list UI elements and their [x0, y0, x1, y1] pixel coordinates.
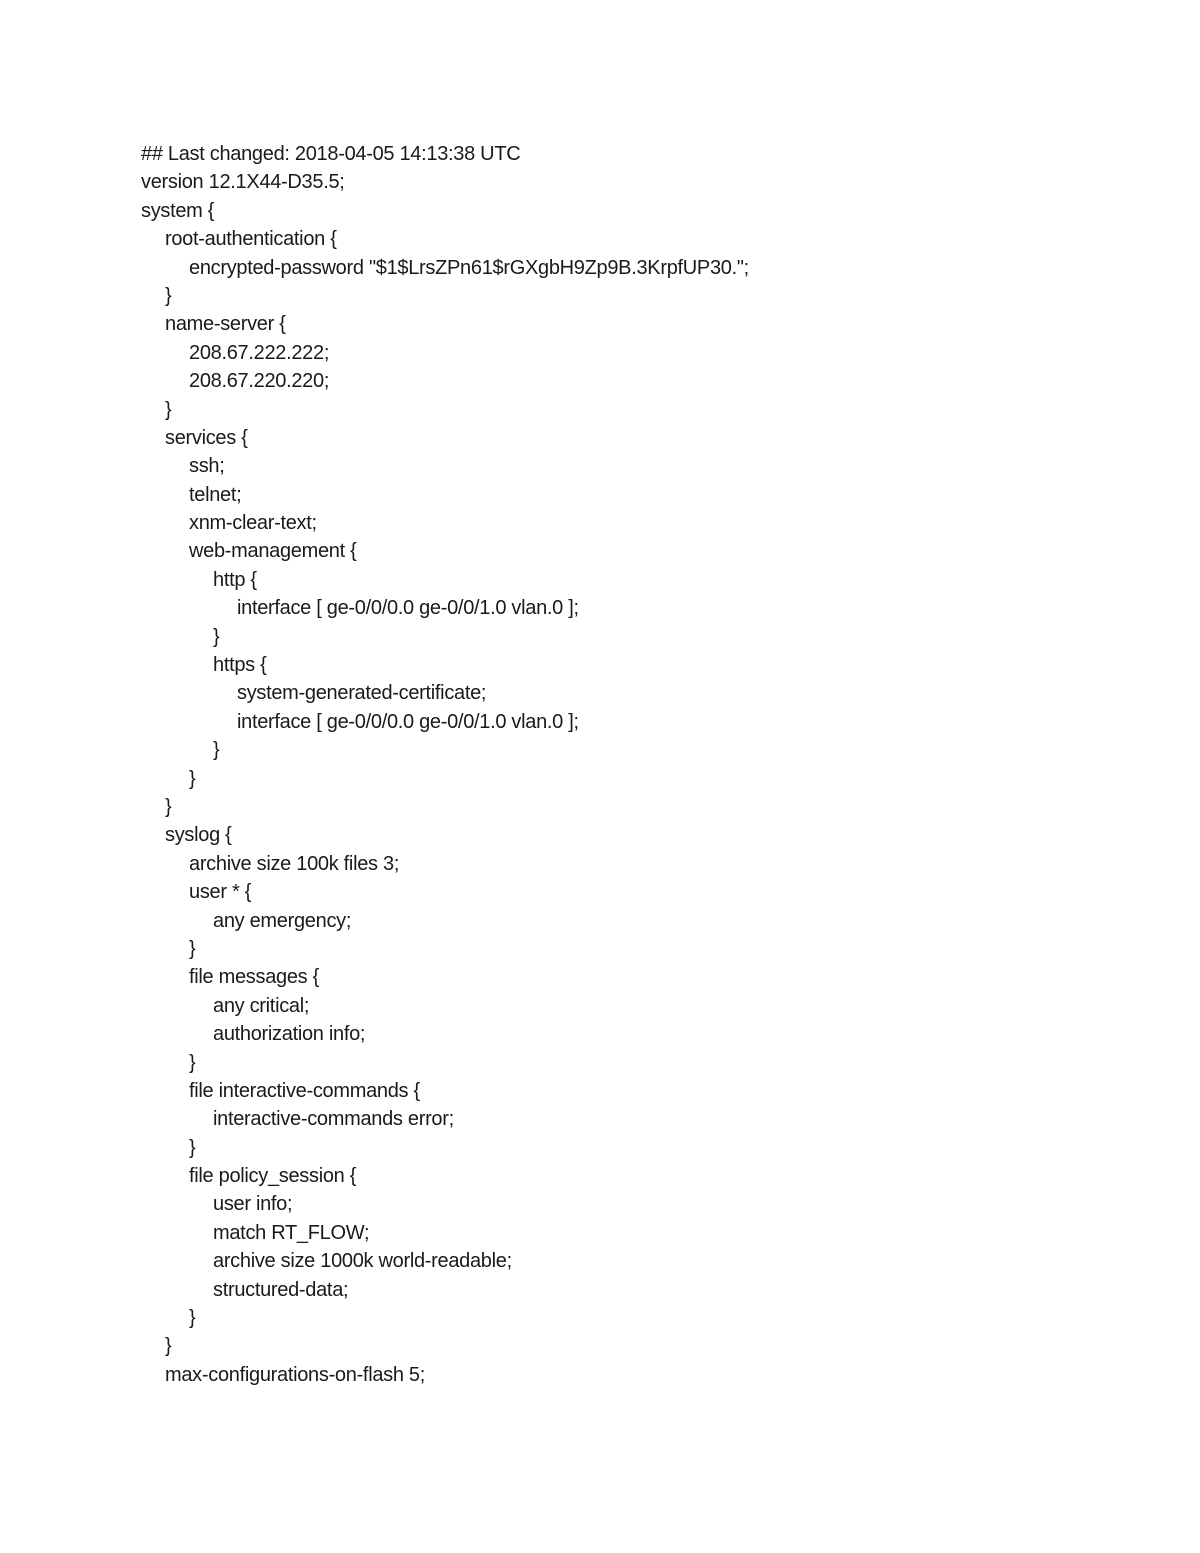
config-line-max-configurations: max-configurations-on-flash 5;: [165, 1363, 426, 1386]
config-line-file-interactive-commands-close: }: [189, 1136, 196, 1159]
comment-last-changed: ## Last changed: 2018-04-05 14:13:38 UTC: [141, 143, 521, 165]
config-line-interactive-commands-error: interactive-commands error;: [213, 1108, 454, 1131]
config-listing: [141, 140, 1141, 1389]
config-line-structured-data: structured-data;: [213, 1278, 349, 1301]
config-line-services-open: services {: [165, 426, 248, 449]
config-line-version: version 12.1X44-D35.5;: [141, 171, 345, 194]
config-line-root-authentication-open: root-authentication {: [165, 228, 337, 251]
config-line-ssh: ssh;: [189, 455, 225, 478]
config-line-root-authentication-close: }: [165, 284, 172, 307]
config-line-user-info: user info;: [213, 1193, 293, 1216]
config-line-syslog-open: syslog {: [165, 824, 232, 847]
config-line-telnet: telnet;: [189, 483, 242, 506]
config-line-match-rt-flow: match RT_FLOW;: [213, 1221, 370, 1244]
config-line-system-generated-certificate: system-generated-certificate;: [237, 682, 487, 705]
config-line-https-open: https {: [213, 654, 267, 677]
config-line-xnm-clear-text: xnm-clear-text;: [189, 512, 317, 535]
config-line-file-policy-session-close: }: [189, 1307, 196, 1330]
config-line-services-close: }: [165, 795, 172, 818]
config-line-file-policy-session-open: file policy_session {: [189, 1165, 357, 1188]
config-line-policy-archive: archive size 1000k world-readable;: [213, 1250, 512, 1273]
config-line-user-close: }: [189, 937, 196, 960]
config-line-encrypted-password: encrypted-password "$1$LrsZPn61$rGXgbH9Zp9B.3KrpfUP30.";: [189, 256, 749, 279]
config-line-authorization-info: authorization info;: [213, 1023, 366, 1046]
config-line-http-close: }: [213, 625, 220, 648]
config-line-file-messages-open: file messages {: [189, 966, 320, 989]
config-line-name-server-1: 208.67.222.222;: [189, 341, 330, 364]
config-line-system-open: system {: [141, 199, 215, 222]
config-line-https-interface: interface [ ge-0/0/0.0 ge-0/0/1.0 vlan.0 ];: [237, 710, 579, 733]
config-line-name-server-2: 208.67.220.220;: [189, 370, 330, 393]
config-line-web-management-close: }: [189, 767, 196, 790]
config-line-syslog-close: }: [165, 1335, 172, 1358]
config-line-any-critical: any critical;: [213, 994, 310, 1017]
config-line-https-close: }: [213, 739, 220, 762]
config-line-file-interactive-commands-open: file interactive-commands {: [189, 1079, 420, 1102]
config-line-user-open: user * {: [189, 881, 252, 904]
config-line-file-messages-close: }: [189, 1051, 196, 1074]
config-line-http-open: http {: [213, 568, 257, 591]
config-line-http-interface: interface [ ge-0/0/0.0 ge-0/0/1.0 vlan.0 ];: [237, 597, 579, 620]
config-line-name-server-open: name-server {: [165, 313, 286, 336]
config-line-name-server-close: }: [165, 398, 172, 421]
config-line-web-management-open: web-management {: [189, 540, 357, 563]
config-line-any-emergency: any emergency;: [213, 909, 352, 932]
config-line-syslog-archive: archive size 100k files 3;: [189, 852, 400, 875]
